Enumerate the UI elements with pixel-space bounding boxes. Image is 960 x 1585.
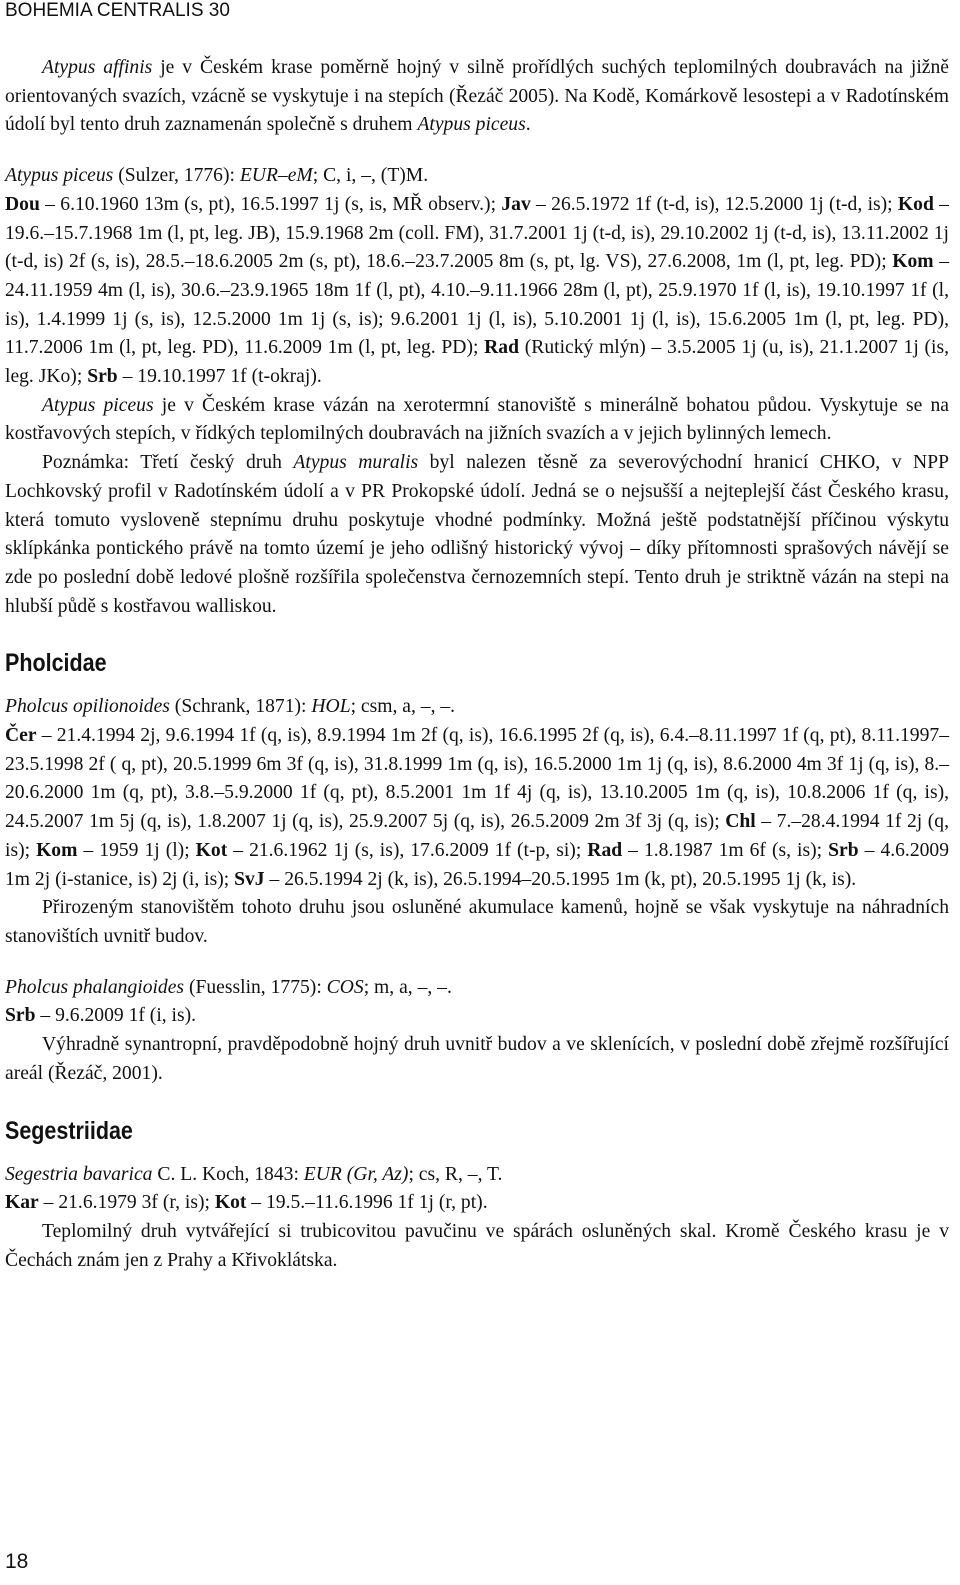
species-name: Atypus muralis [293, 452, 419, 474]
locality-code: Kar [5, 1192, 39, 1214]
records-pholcus-phalangioides: Srb – 9.6.2009 1f (i, is). [5, 1005, 197, 1027]
records-pholcus-opilionoides: Čer – 21.4.1994 2j, 9.6.1994 1f (q, is), 8.9.1994 1m 2f (q, is), 16.6.1995 2f (q, is), 6.4.–8.11.1997 1f (q, pt), 8.11.1997–23.5.1998 2f ( q, pt), 20.5.1999 6m 3f (q, is), 31.8.1999 1m (q, is), 16.5.2000 1m 1j (q, is), 8.6.2000 4m 3f 1j (q, is), 8.–20.6.2000 1m (q, pt), 3.8.–5.9.2000 1f (q, pt), 8.5.2001 1m 1f 4j (q, is), 13.10.2005 1m (q, is), 10.8.2006 1f (q, is), 24.5.2007 1m 5j (q, is), 1.8.2007 1j (q, is), 25.9.2007 5j (q, is), 26.5.2009 2m 3f 3j (q, is); Chl – 7.–28.4.1994 1f 2j (q, is); Kom – 1959 1j (l); Kot – 21.6.1962 1j (s, is), 17.6.2009 1f (t-p, si); Rad – 1.8.1987 1m 6f (s, is); Srb – 4.6.2009 1m 2j (i-stanice, is) 2j (i, is); SvJ – 26.5.1994 2j (k, is), 26.5.1994–20.5.1995 1m (k, pt), 20.5.1995 1j (k, is). [5, 725, 950, 890]
species-name: Atypus affinis [42, 57, 153, 78]
locality-code: Kot [214, 1192, 247, 1214]
running-head: BOHEMIA CENTRALIS 30 [5, 0, 230, 21]
distribution: HOL [311, 696, 351, 718]
locality-code: Kot [195, 839, 228, 861]
species-entry-atypus-piceus: Atypus piceus (Sulzer, 1776): EUR–eM; C, i, –, (T)M. [5, 165, 429, 187]
locality-code: Srb [828, 839, 859, 861]
species-entry-segestria-bavarica: Segestria bavarica C. L. Koch, 1843: EUR (Gr, Az); cs, R, –, T. [5, 1163, 503, 1185]
paragraph-pholcus-phalangioides-habitat: Výhradně synantropní, pravděpodobně hojný druh uvnitř budov a ve sklenících, v poslední době zřejmě rozšířující areál (Řezáč, 2001). [5, 1034, 949, 1084]
distribution: COS [326, 976, 364, 998]
body-text [5, 54, 949, 1275]
species-entry-pholcus-phalangioides: Pholcus phalangioides (Fuesslin, 1775): COS; m, a, –, –. [5, 976, 452, 998]
species-name: Atypus piceus [42, 394, 154, 416]
species-name: Pholcus phalangioides [5, 976, 185, 998]
species-name: Atypus piceus [417, 114, 526, 136]
locality-code: Kom [36, 839, 78, 861]
paragraph-pholcus-opilionoides-habitat: Přirozeným stanovištěm tohoto druhu jsou osluněné akumulace kamenů, hojně se však vyskytuje na náhradních stanovištích uvnitř budov. [5, 897, 949, 947]
family-heading-segestriidae: Segestriidae [5, 1116, 133, 1145]
species-name: Segestria bavarica [5, 1163, 153, 1185]
locality-code: Dou [5, 193, 40, 215]
distribution: EUR (Gr, Az) [303, 1163, 409, 1185]
locality-code: Čer [5, 725, 37, 747]
distribution: EUR–eM [239, 165, 313, 187]
paragraph-note-atypus-muralis: Poznámka: Třetí český druh Atypus muralis byl nalezen těsně za severovýchodní hranicí CHKO, v NPP Lochkovský profil v Radotínském údolí a v PR Prokopské údolí. Jedná se o nejsušší a nejteplejší část Českého krasu, která tomuto vysloveně stepnímu druhu poskytuje vhodné podmínky. Možná ještě podstatnější příčinou výskytu sklípkánka pontického právě na tomto území je jeho odlišný historický vývoj – díky přítomnosti sprašových návějí se zde po poslední době ledové plošně rozšířila společenstva černozemních stepí. Tento druh je striktně vázán na stepi na hlubší půdě s kostřavou walliskou. [5, 452, 949, 617]
locality-code: Jav [501, 193, 531, 215]
records-segestria-bavarica: Kar – 21.6.1979 3f (r, is); Kot – 19.5.–11.6.1996 1f 1j (r, pt). [5, 1192, 488, 1214]
locality-code: Chl [725, 811, 756, 833]
locality-code: Kod [897, 193, 934, 215]
locality-code: Kom [892, 251, 934, 273]
page-number: 18 [5, 1550, 29, 1573]
locality-code: Srb [5, 1005, 36, 1027]
locality-code: Rad [587, 839, 623, 861]
species-name: Pholcus opilionoides [5, 696, 170, 718]
paragraph-segestria-bavarica-habitat: Teplomilný druh vytvářející si trubicovitou pavučinu ve spárách osluněných skal. Kromě Českého krasu je v Čechách znám jen z Prahy a Křivoklátska. [5, 1220, 949, 1271]
locality-code: Srb [87, 366, 118, 388]
paragraph-atypus-affinis: Atypus affinis je v Českém krase poměrně hojný v silně prořídlých suchých teplomilných doubravách na jižně orientovaných svazích, vzácně se vyskytuje i na stepích (Řezáč 2005). Na Kodě, Komárkově lesostepi a v Radotínském údolí byl tento druh zaznamenán společně s druhem Atypus piceus. [5, 57, 949, 136]
paragraph-atypus-piceus-habitat: Atypus piceus je v Českém krase vázán na xerotermní stanoviště s minerálně bohatou půdou. Vyskytuje se na kostřavových stepích, v řídkých teplomilných doubravách na jižních svazích a v jejich bylinných lemech. [5, 394, 949, 445]
locality-code: Rad [484, 337, 520, 359]
species-entry-pholcus-opilionoides: Pholcus opilionoides (Schrank, 1871): HOL; csm, a, –, –. [5, 696, 456, 718]
family-heading-pholcidae: Pholcidae [5, 649, 107, 678]
records-atypus-piceus: Dou – 6.10.1960 13m (s, pt), 16.5.1997 1j (s, is, MŘ observ.); Jav – 26.5.1972 1f (t-d, is), 12.5.2000 1j (t-d, is); Kod – 19.6.–15.7.1968 1m (l, pt, leg. JB), 15.9.1968 2m (coll. FM), 31.7.2001 1j (t-d, is), 29.10.2002 1j (t-d, is), 13.11.2002 1j (t-d, is) 2f (s, is), 28.5.–18.6.2005 2m (s, pt), 18.6.–23.7.2005 8m (s, pt, lg. VS), 27.6.2008, 1m (l, pt, leg. PD); Kom – 24.11.1959 4m (l, is), 30.6.–23.9.1965 18m 1f (l, pt), 4.10.–9.11.1966 28m (l, pt), 25.9.1970 1f (l, is), 19.10.1997 1f (l, is), 1.4.1999 1j (s, is), 12.5.2000 1m 1j (s, is); 9.6.2001 1j (l, is), 5.10.2001 1j (l, is), 15.6.2005 1m (l, pt, leg. PD), 11.7.2006 1m (l, pt, leg. PD), 11.6.2009 1m (l, pt, leg. PD); Rad (Rutický mlýn) – 3.5.2005 1j (u, is), 21.1.2007 1j (is, leg. JKo); Srb – 19.10.1997 1f (t-okraj). [5, 193, 949, 388]
species-name: Atypus piceus [5, 165, 114, 187]
locality-code: SvJ [234, 868, 265, 890]
